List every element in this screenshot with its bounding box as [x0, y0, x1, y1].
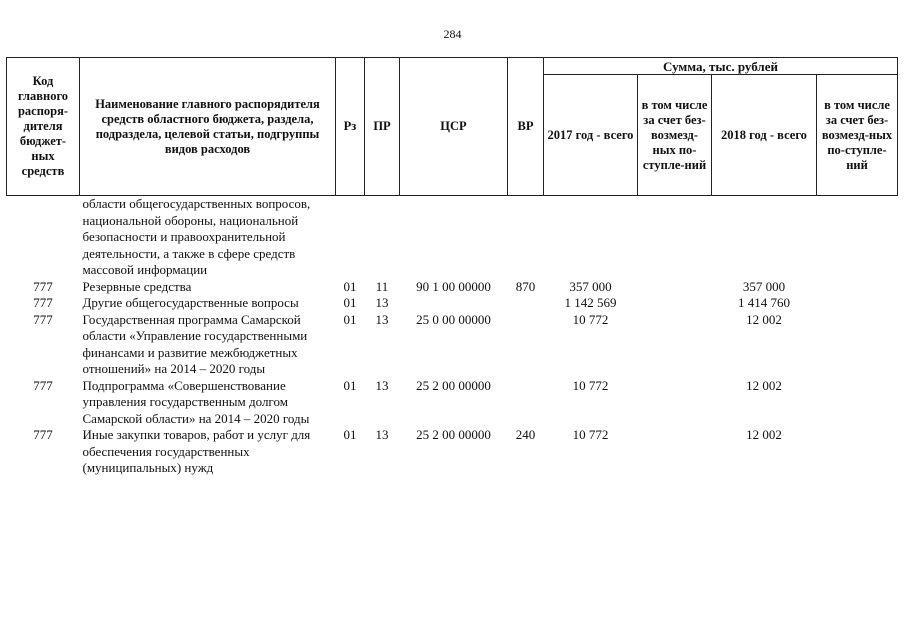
cell-2018-free [817, 196, 898, 279]
header-code: Код главного распоря-дителя бюджет-ных средств [7, 58, 80, 196]
cell-vr: 240 [515, 427, 536, 442]
cell-pr: 13 [375, 377, 389, 393]
header-rz: Рз [336, 58, 365, 196]
header-pr: ПР [365, 58, 400, 196]
cell-pr: 13 [375, 311, 389, 327]
cell-2017-free [638, 378, 712, 428]
table-row [7, 295, 898, 312]
table-row [7, 378, 898, 428]
cell-pr [365, 196, 400, 279]
cell-name: Подпрограмма «Совершенствование управления государственным долгом Самарской области» на 2014 – 2020 годы [82, 377, 310, 426]
header-name: Наименование главного распорядителя средств областного бюджета, раздела, подраздела, целевой статьи, подгруппы видов расходов [80, 58, 336, 196]
cell-2018 [712, 196, 817, 279]
cell-2018: 1 414 760 [738, 295, 790, 310]
cell-code: 777 [33, 295, 53, 310]
header-2018-free: в том числе за счет без-возмезд-ных по-ступле-ний [817, 75, 898, 196]
table-body [7, 196, 898, 477]
cell-name: области общегосударственных вопросов, национальной обороны, национальной безопасности и правоохранительной деятельности, а также в сфере средств массовой информации [82, 196, 311, 277]
cell-pr: 11 [375, 278, 389, 294]
cell-vr [508, 378, 544, 428]
cell-vr [508, 295, 544, 312]
cell-name: Резервные средства [82, 278, 192, 294]
cell-rz: 01 [343, 311, 357, 327]
cell-csr: 25 2 00 00000 [416, 377, 491, 393]
cell-rz: 01 [343, 278, 357, 294]
cell-name: Другие общегосударственные вопросы [82, 295, 299, 310]
cell-2018: 12 002 [746, 427, 782, 442]
cell-2018: 12 002 [746, 377, 782, 393]
header-2018-total: 2018 год - всего [712, 75, 817, 196]
cell-csr [400, 196, 508, 279]
cell-2017: 10 772 [572, 427, 609, 442]
header-sum: Сумма, тыс. рублей [544, 58, 898, 75]
cell-rz: 01 [343, 377, 357, 393]
cell-name: Иные закупки товаров, работ и услуг для обеспечения государственных (муниципальных) нужд [82, 427, 311, 475]
cell-rz: 01 [343, 295, 357, 310]
cell-rz: 01 [343, 427, 357, 442]
cell-pr: 13 [375, 295, 389, 310]
cell-csr: 25 2 00 00000 [416, 427, 491, 442]
cell-2017: 357 000 [569, 278, 612, 294]
header-2017-total: 2017 год - всего [544, 75, 638, 196]
cell-2017-free [638, 295, 712, 312]
cell-2017-free [638, 427, 712, 477]
cell-csr: 25 0 00 00000 [416, 311, 491, 327]
cell-2018-free [817, 378, 898, 428]
cell-code: 777 [33, 427, 53, 442]
cell-name: Государственная программа Самарской области «Управление государственными финансами и развитие межбюджетных отношений» на 2014 – 2020 годы [82, 311, 308, 376]
header-csr: ЦСР [400, 58, 508, 196]
cell-rz [336, 196, 365, 279]
table-row [7, 427, 898, 477]
cell-code [7, 196, 80, 279]
table-row [7, 312, 898, 378]
cell-vr [508, 196, 544, 279]
cell-vr: 870 [515, 278, 536, 294]
header-vr: ВР [508, 58, 544, 196]
cell-code: 777 [33, 278, 53, 294]
budget-table [6, 57, 898, 477]
cell-vr [508, 312, 544, 378]
cell-2017: 10 772 [572, 377, 609, 393]
cell-2018-free [817, 427, 898, 477]
header-2017-free: в том числе за счет без-возмезд-ных по-ступле-ний [638, 75, 712, 196]
cell-2018-free [817, 312, 898, 378]
cell-2017: 1 142 569 [564, 295, 617, 310]
cell-csr: 90 1 00 00000 [416, 278, 491, 294]
cell-pr: 13 [375, 427, 389, 442]
cell-2017-free [638, 312, 712, 378]
cell-2017 [544, 196, 638, 279]
cell-2018-free [817, 295, 898, 312]
cell-csr [400, 295, 508, 312]
cell-2018: 12 002 [746, 311, 782, 327]
table-row [7, 279, 898, 296]
table-row [7, 196, 898, 279]
cell-code: 777 [33, 311, 53, 327]
cell-2018: 357 000 [742, 278, 786, 294]
table-header [7, 58, 898, 196]
cell-2018-free [817, 279, 898, 296]
cell-2017-free [638, 279, 712, 296]
cell-2017: 10 772 [572, 311, 609, 327]
page-number: 284 [443, 27, 462, 41]
cell-code: 777 [33, 377, 53, 393]
cell-2017-free [638, 196, 712, 279]
